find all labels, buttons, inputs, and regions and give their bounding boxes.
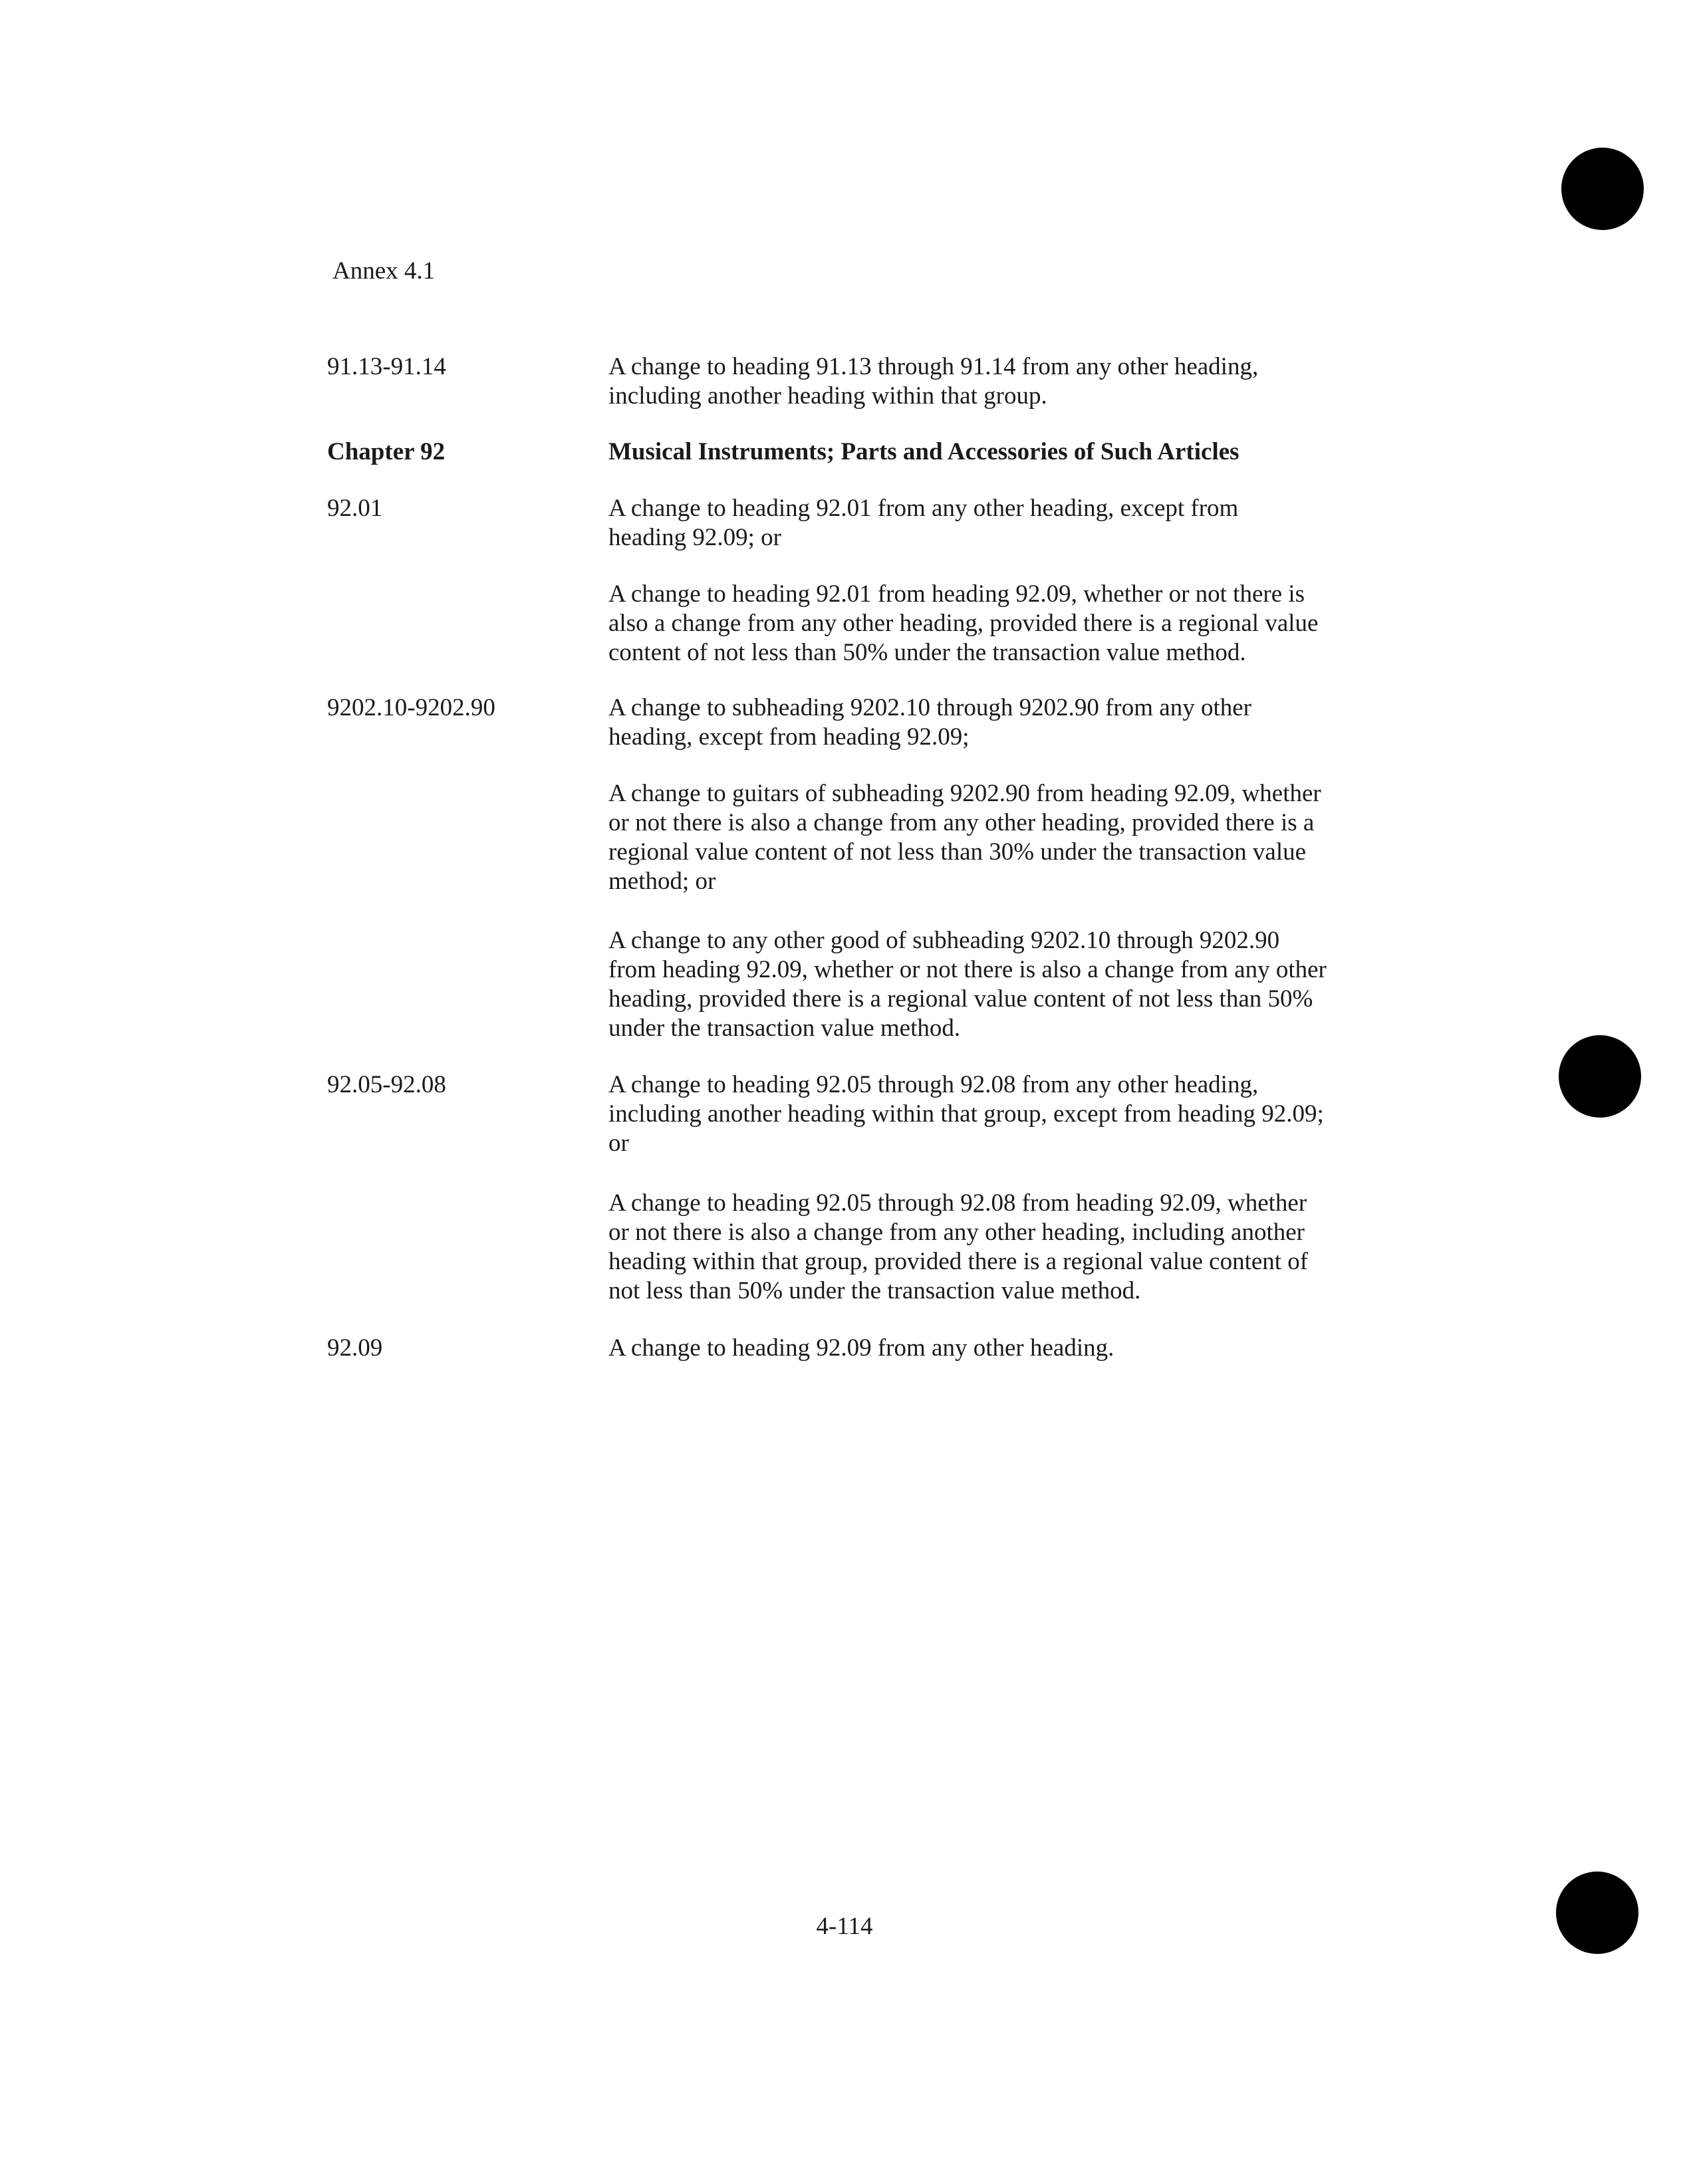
rule-line: content of not less than 50% under the transaction value method.: [608, 639, 1246, 666]
rule-line: from heading 92.09, whether or not there is also a change from any other: [608, 956, 1327, 983]
rule-text: [608, 1189, 1373, 1306]
rule-line: not less than 50% under the transaction value method.: [608, 1277, 1141, 1304]
rule-line: or not there is also a change from any other heading, including another: [608, 1219, 1305, 1246]
rule-line: or not there is also a change from any other heading, provided there is a: [608, 809, 1315, 836]
rule-line: including another heading within that group.: [608, 382, 1047, 410]
rule-line: A change to heading 91.13 through 91.14 from any other heading,: [608, 353, 1259, 380]
tariff-code: 92.09: [327, 1334, 383, 1362]
tariff-code: 92.01: [327, 495, 383, 522]
punch-hole-top: [1561, 148, 1644, 230]
rule-line: heading, except from heading 92.09;: [608, 723, 970, 751]
chapter-title: [608, 437, 1373, 467]
tariff-code: 9202.10-9202.90: [327, 694, 495, 721]
rule-text: [608, 580, 1373, 667]
rule-line: also a change from any other heading, provided there is a regional value: [608, 610, 1319, 637]
annex-label: Annex 4.1: [332, 257, 436, 285]
rule-line: regional value content of not less than 30% under the transaction value: [608, 838, 1307, 866]
rule-line: A change to subheading 9202.10 through 9202.90 from any other: [608, 694, 1251, 721]
rule-line: A change to heading 92.01 from any other heading, except from: [608, 495, 1239, 522]
rule-text: [608, 1070, 1373, 1158]
rule-line: or: [608, 1130, 629, 1157]
rule-line: method; or: [608, 868, 716, 895]
rule-text: [608, 352, 1373, 411]
rule-line: A change to guitars of subheading 9202.90 from heading 92.09, whether: [608, 780, 1321, 807]
tariff-code: 91.13-91.14: [327, 353, 446, 380]
tariff-code: 92.05-92.08: [327, 1071, 446, 1098]
rule-line: under the transaction value method.: [608, 1015, 961, 1042]
rule-line: heading within that group, provided there is a regional value content of: [608, 1248, 1309, 1275]
rule-text: [608, 494, 1373, 552]
rule-line: including another heading within that group, except from heading 92.09;: [608, 1100, 1324, 1128]
page-number: 4-114: [816, 1913, 873, 1940]
chapter-title-line: Musical Instruments; Parts and Accessories of Such Articles: [608, 438, 1239, 465]
rule-line: A change to heading 92.05 through 92.08 from any other heading,: [608, 1071, 1259, 1098]
rule-text: [608, 779, 1373, 896]
rule-line: A change to heading 92.05 through 92.08 from heading 92.09, whether: [608, 1189, 1307, 1217]
rule-text: [608, 1334, 1373, 1363]
rule-text: [608, 926, 1373, 1043]
rule-line: A change to any other good of subheading 9202.10 through 9202.90: [608, 927, 1280, 954]
rule-line: heading 92.09; or: [608, 524, 781, 551]
chapter-label: Chapter 92: [327, 438, 446, 465]
rule-line: A change to heading 92.01 from heading 92.09, whether or not there is: [608, 580, 1305, 608]
punch-hole-middle: [1559, 1035, 1641, 1118]
rule-line: A change to heading 92.09 from any other heading.: [608, 1334, 1114, 1362]
rule-line: heading, provided there is a regional value content of not less than 50%: [608, 985, 1313, 1013]
rule-text: [608, 693, 1373, 752]
